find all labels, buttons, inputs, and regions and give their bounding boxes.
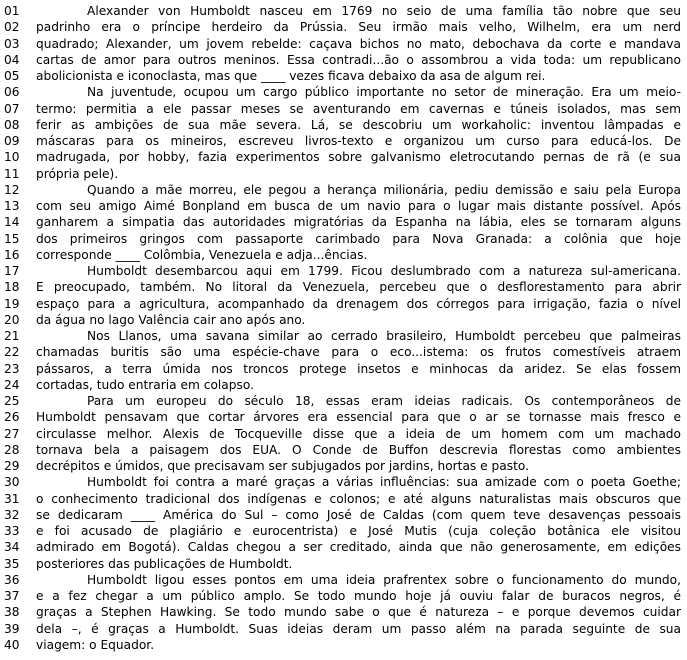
text-line (0, 637, 687, 654)
line-number: 16 (4, 247, 20, 262)
line-text: abolicionista e iconoclasta, mas que ____ vezes ficava debaixo da asa de algum rei. (36, 69, 546, 83)
text-line (0, 377, 687, 394)
line-text: admirado em Bogotá). Caldas chegou a ser creditado, ainda que não generosamente, em edições (36, 540, 681, 555)
text-line (0, 68, 687, 85)
text-line (0, 36, 687, 53)
line-text: e a fez chegar a um público amplo. Se todo mundo hoje já ouviu falar de buracos negros, é (36, 589, 681, 603)
line-number: 38 (4, 605, 20, 620)
line-text: tornava bela a paisagem dos EUA. O Conde de Buffon descrevia florestas como ambientes (36, 442, 681, 457)
text-line (0, 556, 687, 573)
line-text: Humboldt foi contra a maré graças a várias influências: sua amizade com o poeta Goethe; (87, 475, 681, 490)
line-text: e foi acusado de plagiário e eurocentrista) e José Mutis (cuja coleção botânica ele visitou (36, 524, 681, 538)
line-text: Humboldt pensavam que cortar árvores era essencial para que o ar se tornasse mais fresco e (36, 410, 681, 425)
line-number: 25 (4, 394, 20, 408)
line-text: Nos Llanos, uma savana similar ao cerrado brasileiro, Humboldt percebeu que palmeiras (87, 329, 681, 343)
line-number: 34 (4, 540, 20, 555)
line-text: se dedicaram ____ América do Sul – como José de Caldas (com quem teve desavenças pessoais (36, 507, 681, 522)
line-text: ferir as ambições de sua mãe severa. Lá, se descobriu um workaholic: inventou lâmpadas e (36, 117, 681, 132)
line-text: chamadas buritis são uma espécie-chave para o eco...istema: os frutos comestíveis atraem (36, 345, 681, 360)
line-number: 09 (4, 134, 20, 148)
line-text: E preocupado, também. No litoral da Venezuela, percebeu que o desflorestamento para abrir (36, 280, 681, 295)
line-text: espaço para a agricultura, acompanhado da drenagem dos córregos para irrigação, fazia o nível (36, 296, 681, 311)
text-line (0, 621, 687, 638)
line-number: 35 (4, 556, 20, 571)
line-text: Humboldt desembarcou aqui em 1799. Ficou deslumbrado com a natureza sul-americana. (87, 264, 681, 278)
line-number: 39 (4, 621, 20, 636)
line-number: 04 (4, 52, 20, 67)
line-text: decrépitos e úmidos, que precisavam ser subjugados por jardins, hortas e pasto. (36, 459, 529, 473)
text-line (0, 52, 687, 69)
line-number: 23 (4, 361, 20, 376)
line-number: 02 (4, 20, 20, 35)
text-line (0, 393, 687, 410)
line-text: Humboldt ligou esses pontos em uma ideia prafrentex sobre o funcionamento do mundo, (87, 572, 681, 587)
line-text: cortadas, tudo entraria em colapso. (36, 377, 254, 392)
line-number: 17 (4, 264, 20, 278)
line-text: viagem: o Equador. (36, 637, 155, 652)
line-text: pássaros, a terra úmida nos troncos protege insetos e minhocas da aridez. Se elas fossem (36, 361, 681, 376)
text-line (0, 312, 687, 329)
text-line (0, 442, 687, 459)
line-number: 24 (4, 377, 20, 392)
text-line (0, 328, 687, 345)
text-line (0, 263, 687, 280)
text-line (0, 101, 687, 118)
text-line (0, 296, 687, 313)
text-line (0, 588, 687, 605)
text-line (0, 19, 687, 36)
line-number: 06 (4, 85, 20, 100)
text-line (0, 117, 687, 134)
line-number: 29 (4, 459, 20, 473)
line-text: máscaras para os mineiros, escreveu livros-texto e organizou um curso para educá-los. De (36, 134, 681, 148)
line-number: 12 (4, 182, 20, 197)
line-text: termo: permitia a ele passar meses se aventurando em cavernas e túneis isolados, mas sem (36, 101, 681, 116)
line-number: 31 (4, 491, 20, 506)
line-number: 19 (4, 296, 20, 311)
line-text: Para um europeu do século 18, essas eram ideias radicais. Os contemporâneos de (87, 394, 681, 408)
line-number: 32 (4, 507, 20, 522)
text-line (0, 474, 687, 491)
text-line (0, 604, 687, 621)
text-line (0, 409, 687, 426)
line-text: dos primeiros gringos com passaporte carimbado para Nova Granada: a colônia que hoje (36, 231, 681, 246)
line-text: dela –, é graças a Humboldt. Suas ideias deram um passo além na parada seguinte de sua (36, 621, 681, 636)
line-text: o conhecimento tradicional dos indígenas e colonos; e até alguns naturalistas mais obscuros que (36, 491, 681, 506)
line-number: 08 (4, 117, 20, 132)
line-text: própria pele). (36, 166, 119, 181)
line-number: 26 (4, 410, 20, 425)
text-line (0, 344, 687, 361)
line-number: 18 (4, 280, 20, 295)
line-number: 03 (4, 36, 20, 51)
text-line (0, 458, 687, 475)
text-line (0, 426, 687, 443)
text-line (0, 507, 687, 524)
line-text: ganharem a simpatia das autoridades migratórias da Espanha na lábia, eles se tornaram alguns (36, 215, 681, 230)
text-line (0, 361, 687, 378)
line-number: 15 (4, 231, 20, 246)
text-line (0, 198, 687, 215)
line-text: Alexander von Humboldt nasceu em 1769 no seio de uma família tão nobre que seu (87, 4, 681, 18)
line-text: cartas de amor para outros meninos. Essa contradi...ão o assombrou a vida toda: um republicano (36, 52, 681, 67)
text-line (0, 214, 687, 231)
line-text: da água no lago Valência cair ano após ano. (36, 312, 306, 327)
line-number: 21 (4, 329, 20, 343)
line-number: 13 (4, 199, 20, 213)
line-text: quadrado; Alexander, um jovem rebelde: caçava bichos no mato, debochava da corte e mandava (36, 36, 681, 51)
line-number: 28 (4, 442, 20, 457)
text-line (0, 247, 687, 264)
line-number: 40 (4, 637, 20, 652)
line-number: 33 (4, 524, 20, 538)
text-line (0, 84, 687, 101)
text-line (0, 166, 687, 183)
line-text: posteriores das publicações de Humboldt. (36, 556, 293, 571)
line-text: com seu amigo Aimé Bonpland em busca de um navio para o lugar mais distante possível. Após (36, 199, 681, 213)
line-number: 36 (4, 572, 20, 587)
line-text: Quando a mãe morreu, ele pegou a herança milionária, pediu demissão e saiu pela Europa (87, 182, 681, 197)
text-line (0, 523, 687, 540)
text-line (0, 279, 687, 296)
text-line (0, 539, 687, 556)
text-line (0, 149, 687, 166)
line-text: padrinho era o príncipe herdeiro da Prússia. Seu irmão mais velho, Wilhelm, era um nerd (36, 20, 681, 35)
line-number: 05 (4, 69, 20, 83)
text-line (0, 231, 687, 248)
line-text: graças a Stephen Hawking. Se todo mundo sabe o que é natureza – e porque devemos cuidar (36, 605, 681, 620)
line-number: 11 (4, 166, 20, 181)
text-line (0, 182, 687, 199)
text-line (0, 3, 687, 20)
line-number: 37 (4, 589, 20, 603)
line-number: 01 (4, 4, 20, 18)
line-number: 30 (4, 475, 20, 490)
line-text: madrugada, por hobby, fazia experimentos sobre galvanismo eletrocutando pernas de rã (e sua (36, 150, 681, 165)
text-line (0, 133, 687, 150)
line-text: corresponde ____ Colômbia, Venezuela e adja...ências. (36, 247, 368, 262)
line-number: 07 (4, 101, 20, 116)
line-number: 14 (4, 215, 20, 230)
line-text: circulasse melhor. Alexis de Tocqueville disse que a ideia de um homem com um machado (36, 426, 681, 441)
line-number: 27 (4, 426, 20, 441)
text-line (0, 491, 687, 508)
line-number: 20 (4, 312, 20, 327)
text-line (0, 572, 687, 589)
line-number: 22 (4, 345, 20, 360)
line-text: Na juventude, ocupou um cargo público importante no setor de mineração. Era um meio- (87, 85, 681, 100)
line-number: 10 (4, 150, 20, 165)
